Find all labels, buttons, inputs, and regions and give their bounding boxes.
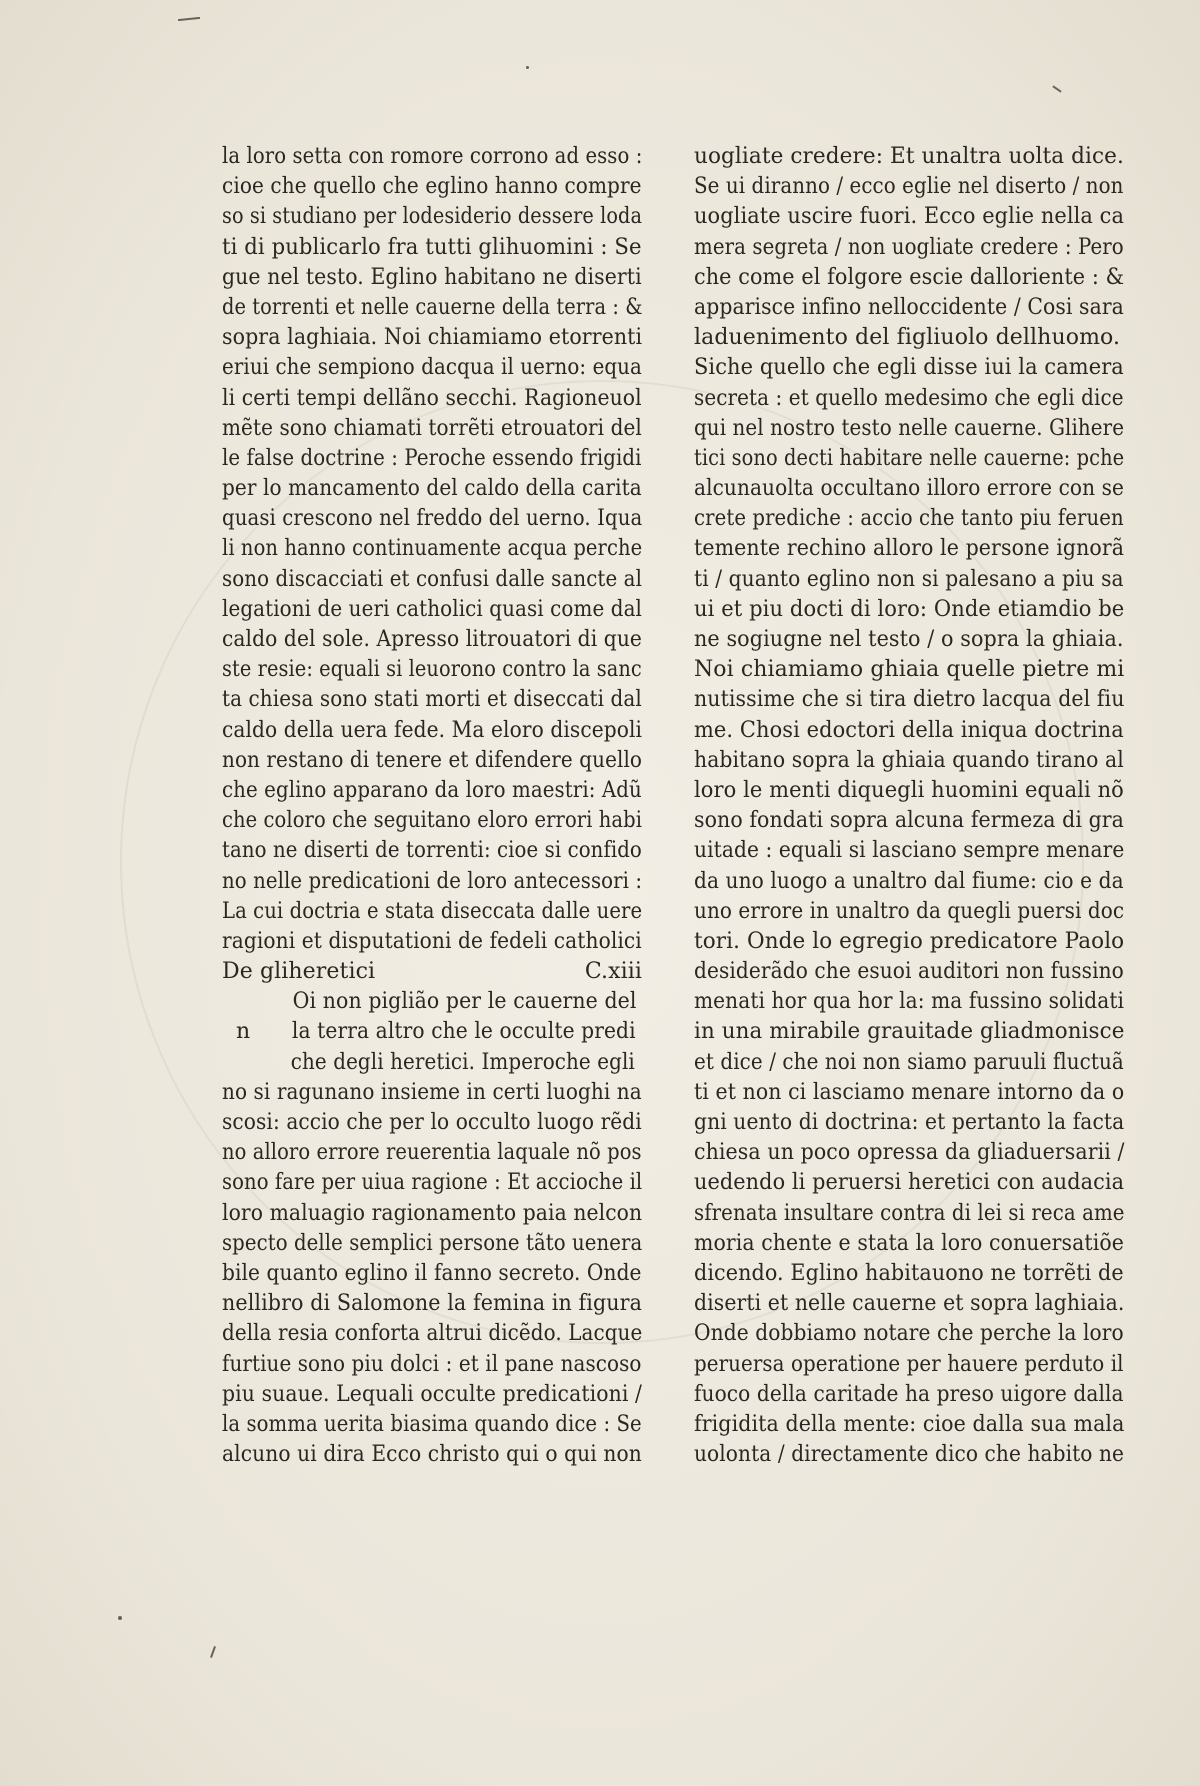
text-line: dicendo. Eglino habitauono ne torrẽti de	[694, 1260, 1124, 1286]
text-line: sono fare per uiua ragione : Et accioche il	[222, 1170, 643, 1196]
text-line: diserti et nelle cauerne et sopra laghiaia.	[694, 1291, 1125, 1317]
text-line: caldo della uera fede. Ma eloro discepoli	[222, 717, 643, 743]
text-line: legationi de ueri catholici quasi come dal	[222, 596, 643, 622]
text-line: ti di publicarlo fra tutti glihuomini : Se	[222, 234, 642, 260]
text-line: per lo mancamento del caldo della carita	[222, 476, 642, 502]
text-line: mera segreta / non uogliate credere : Pero	[694, 234, 1124, 260]
text-line: uogliate credere: Et unaltra uolta dice.	[694, 144, 1124, 169]
ink-mark	[526, 66, 529, 69]
text-line: mẽte sono chiamati torrẽti etrouatori del	[222, 415, 642, 441]
text-line: cioe che quello che eglino hanno compre	[222, 174, 642, 200]
text-line: la somma uerita biasima quando dice : Se	[222, 1411, 642, 1437]
text-line: da uno luogo a unaltro dal fiume: cio e da	[694, 868, 1124, 894]
text-line: ti / quanto eglino non si palesano a piu sa	[694, 566, 1124, 592]
text-line: la terra altro che le occulte predi	[291, 1019, 636, 1045]
text-line: nutissime che si tira dietro lacqua del fiu	[694, 687, 1125, 713]
text-line: che coloro che seguitano eloro errori habi	[222, 808, 643, 834]
text-line: gni uento di doctrina: et pertanto la facta	[694, 1110, 1125, 1135]
text-line: apparisce infino nelloccidente / Cosi sara	[694, 294, 1124, 320]
text-line: no si ragunano insieme in certi luoghi na	[222, 1079, 642, 1105]
text-line: che degli heretici. Imperoche egli	[290, 1049, 635, 1075]
text-line: uolonta / directamente dico che habito ne	[694, 1442, 1125, 1468]
text-line: sono discacciati et confusi dalle sancte al	[222, 566, 643, 592]
text-line: eriui che sempiono dacqua il uerno: equa	[222, 355, 642, 381]
text-line: me. Chosi edoctori della iniqua doctrina	[694, 717, 1124, 743]
text-line: de torrenti et nelle cauerne della terra : &	[222, 294, 643, 320]
chapter-heading	[222, 957, 642, 987]
text-line: crete prediche : accio che tanto piu feruen	[694, 506, 1124, 532]
text-line: ragioni et disputationi de fedeli catholici	[222, 928, 642, 954]
text-line: no nelle predicationi de loro antecessori :	[222, 868, 643, 894]
text-line: caldo del sole. Apresso litrouatori di que	[222, 627, 642, 652]
text-line: uno errore in unaltro da quegli puersi doc	[694, 898, 1125, 924]
text-line: li certi tempi dellãno secchi. Ragioneuol	[222, 385, 642, 411]
text-line: sono fondati sopra alcuna fermeza di gra	[694, 808, 1124, 834]
text-line: nellibro di Salomone la femina in figura	[222, 1291, 642, 1317]
text-line: ste resie: equali si leuorono contro la sanc	[222, 657, 642, 683]
text-line: che eglino apparano da loro maestri: Adũ	[222, 777, 642, 803]
chapter-title: De gliheretici	[222, 959, 376, 985]
text-line: specto delle semplici persone tãto uenera	[222, 1230, 643, 1256]
text-line: so si studiano per lodesiderio dessere loda	[222, 204, 643, 230]
text-line: le false doctrine : Peroche essendo frigidi	[222, 445, 642, 471]
text-line: habitano sopra la ghiaia quando tirano al	[694, 747, 1124, 773]
ink-mark	[178, 17, 200, 21]
text-line: bile quanto eglino il fanno secreto. Onde	[222, 1260, 642, 1286]
text-line: ne sogiugne nel testo / o sopra la ghiaia.	[694, 627, 1124, 652]
text-line: quasi crescono nel freddo del uerno. Iqua	[222, 506, 643, 532]
left-column	[222, 142, 642, 1470]
text-line: menati hor qua hor la: ma fussino solidati	[694, 989, 1125, 1015]
text-line: ui et piu docti di loro: Onde etiamdio be	[694, 596, 1125, 622]
text-line: frigidita della mente: cioe dalla sua mala	[694, 1411, 1125, 1437]
text-line: Onde dobbiamo notare che perche la loro	[694, 1321, 1124, 1347]
text-line: uogliate uscire fuori. Ecco eglie nella ca	[694, 204, 1125, 230]
text-line: Noi chiamiamo ghiaia quelle pietre mi	[694, 657, 1125, 683]
text-line: temente rechino alloro le persone ignorã	[694, 536, 1125, 562]
text-line: tici sono decti habitare nelle cauerne: pche	[694, 445, 1125, 471]
text-line: laduenimento del figliuolo dellhuomo.	[694, 325, 1121, 351]
text-line: che come el folgore escie dalloriente : &	[694, 264, 1125, 290]
text-line: uedendo li peruersi heretici con audacia	[694, 1170, 1125, 1196]
text-line: tori. Onde lo egregio predicatore Paolo	[694, 928, 1125, 954]
text-line: furtiue sono piu dolci : et il pane nascoso	[222, 1351, 642, 1377]
text-line: della resia conforta altrui dicẽdo. Lacque	[222, 1321, 643, 1347]
text-line: no alloro errore reuerentia laquale nõ pos	[222, 1140, 642, 1166]
text-line: scosi: accio che per lo occulto luogo rẽdi	[222, 1110, 642, 1135]
right-column	[694, 142, 1124, 1470]
text-line: Siche quello che egli disse iui la camera	[694, 355, 1124, 381]
text-line: tano ne diserti de torrenti: cioe si confido	[222, 838, 642, 864]
chapter-number: C.xiii	[584, 959, 642, 985]
text-line: alcuno ui dira Ecco christo qui o qui non	[222, 1442, 642, 1468]
text-line: chiesa un poco opressa da gliaduersarii /	[694, 1140, 1125, 1166]
guide-initial: n	[236, 1019, 251, 1045]
text-line: non restano di tenere et difendere quello	[222, 747, 643, 773]
text-line: loro le menti diquegli huomini equali nõ	[694, 777, 1124, 803]
text-line: uitade : equali si lasciano sempre menare	[694, 838, 1125, 864]
ink-mark	[1052, 85, 1061, 92]
text-line: ta chiesa sono stati morti et diseccati dal	[222, 687, 642, 713]
text-line: piu suaue. Lequali occulte predicationi /	[222, 1381, 642, 1407]
text-line: la loro setta con romore corrono ad esso :	[222, 144, 643, 169]
text-line: alcunauolta occultano illoro errore con se	[694, 476, 1124, 502]
ink-mark	[118, 1616, 122, 1620]
text-line: li non hanno continuamente acqua perche	[222, 536, 643, 562]
text-line: sopra laghiaia. Noi chiamiamo etorrenti	[222, 325, 643, 351]
text-line: loro maluagio ragionamento paia nelcon	[222, 1200, 643, 1226]
text-line: La cui doctria e stata diseccata dalle uere	[222, 898, 643, 924]
text-line: sfrenata insultare contra di lei si reca ame	[694, 1200, 1125, 1226]
text-line: peruersa operatione per hauere perduto il	[694, 1351, 1124, 1377]
text-line: gue nel testo. Eglino habitano ne diserti	[222, 264, 642, 290]
text-line: qui nel nostro testo nelle cauerne. Glihere	[694, 415, 1125, 441]
text-line: Se ui diranno / ecco eglie nel diserto / non	[694, 174, 1124, 200]
text-line: secreta : et quello medesimo che egli dice	[694, 385, 1124, 411]
text-line: et dice / che noi non siamo paruuli fluctuã	[694, 1049, 1124, 1075]
text-line: moria chente e stata la loro conuersatiõe	[694, 1230, 1124, 1256]
chapter-opening	[222, 987, 642, 1078]
ink-mark	[210, 1646, 216, 1658]
text-line: desiderãdo che esuoi auditori non fussino	[694, 959, 1124, 985]
text-line: Oi non piglião per le cauerne del	[292, 989, 637, 1015]
text-line: in una mirabile grauitade gliadmonisce	[694, 1019, 1125, 1045]
text-line: fuoco della caritade ha preso uigore dalla	[694, 1381, 1124, 1407]
text-line: ti et non ci lasciamo menare intorno da o	[694, 1079, 1125, 1105]
